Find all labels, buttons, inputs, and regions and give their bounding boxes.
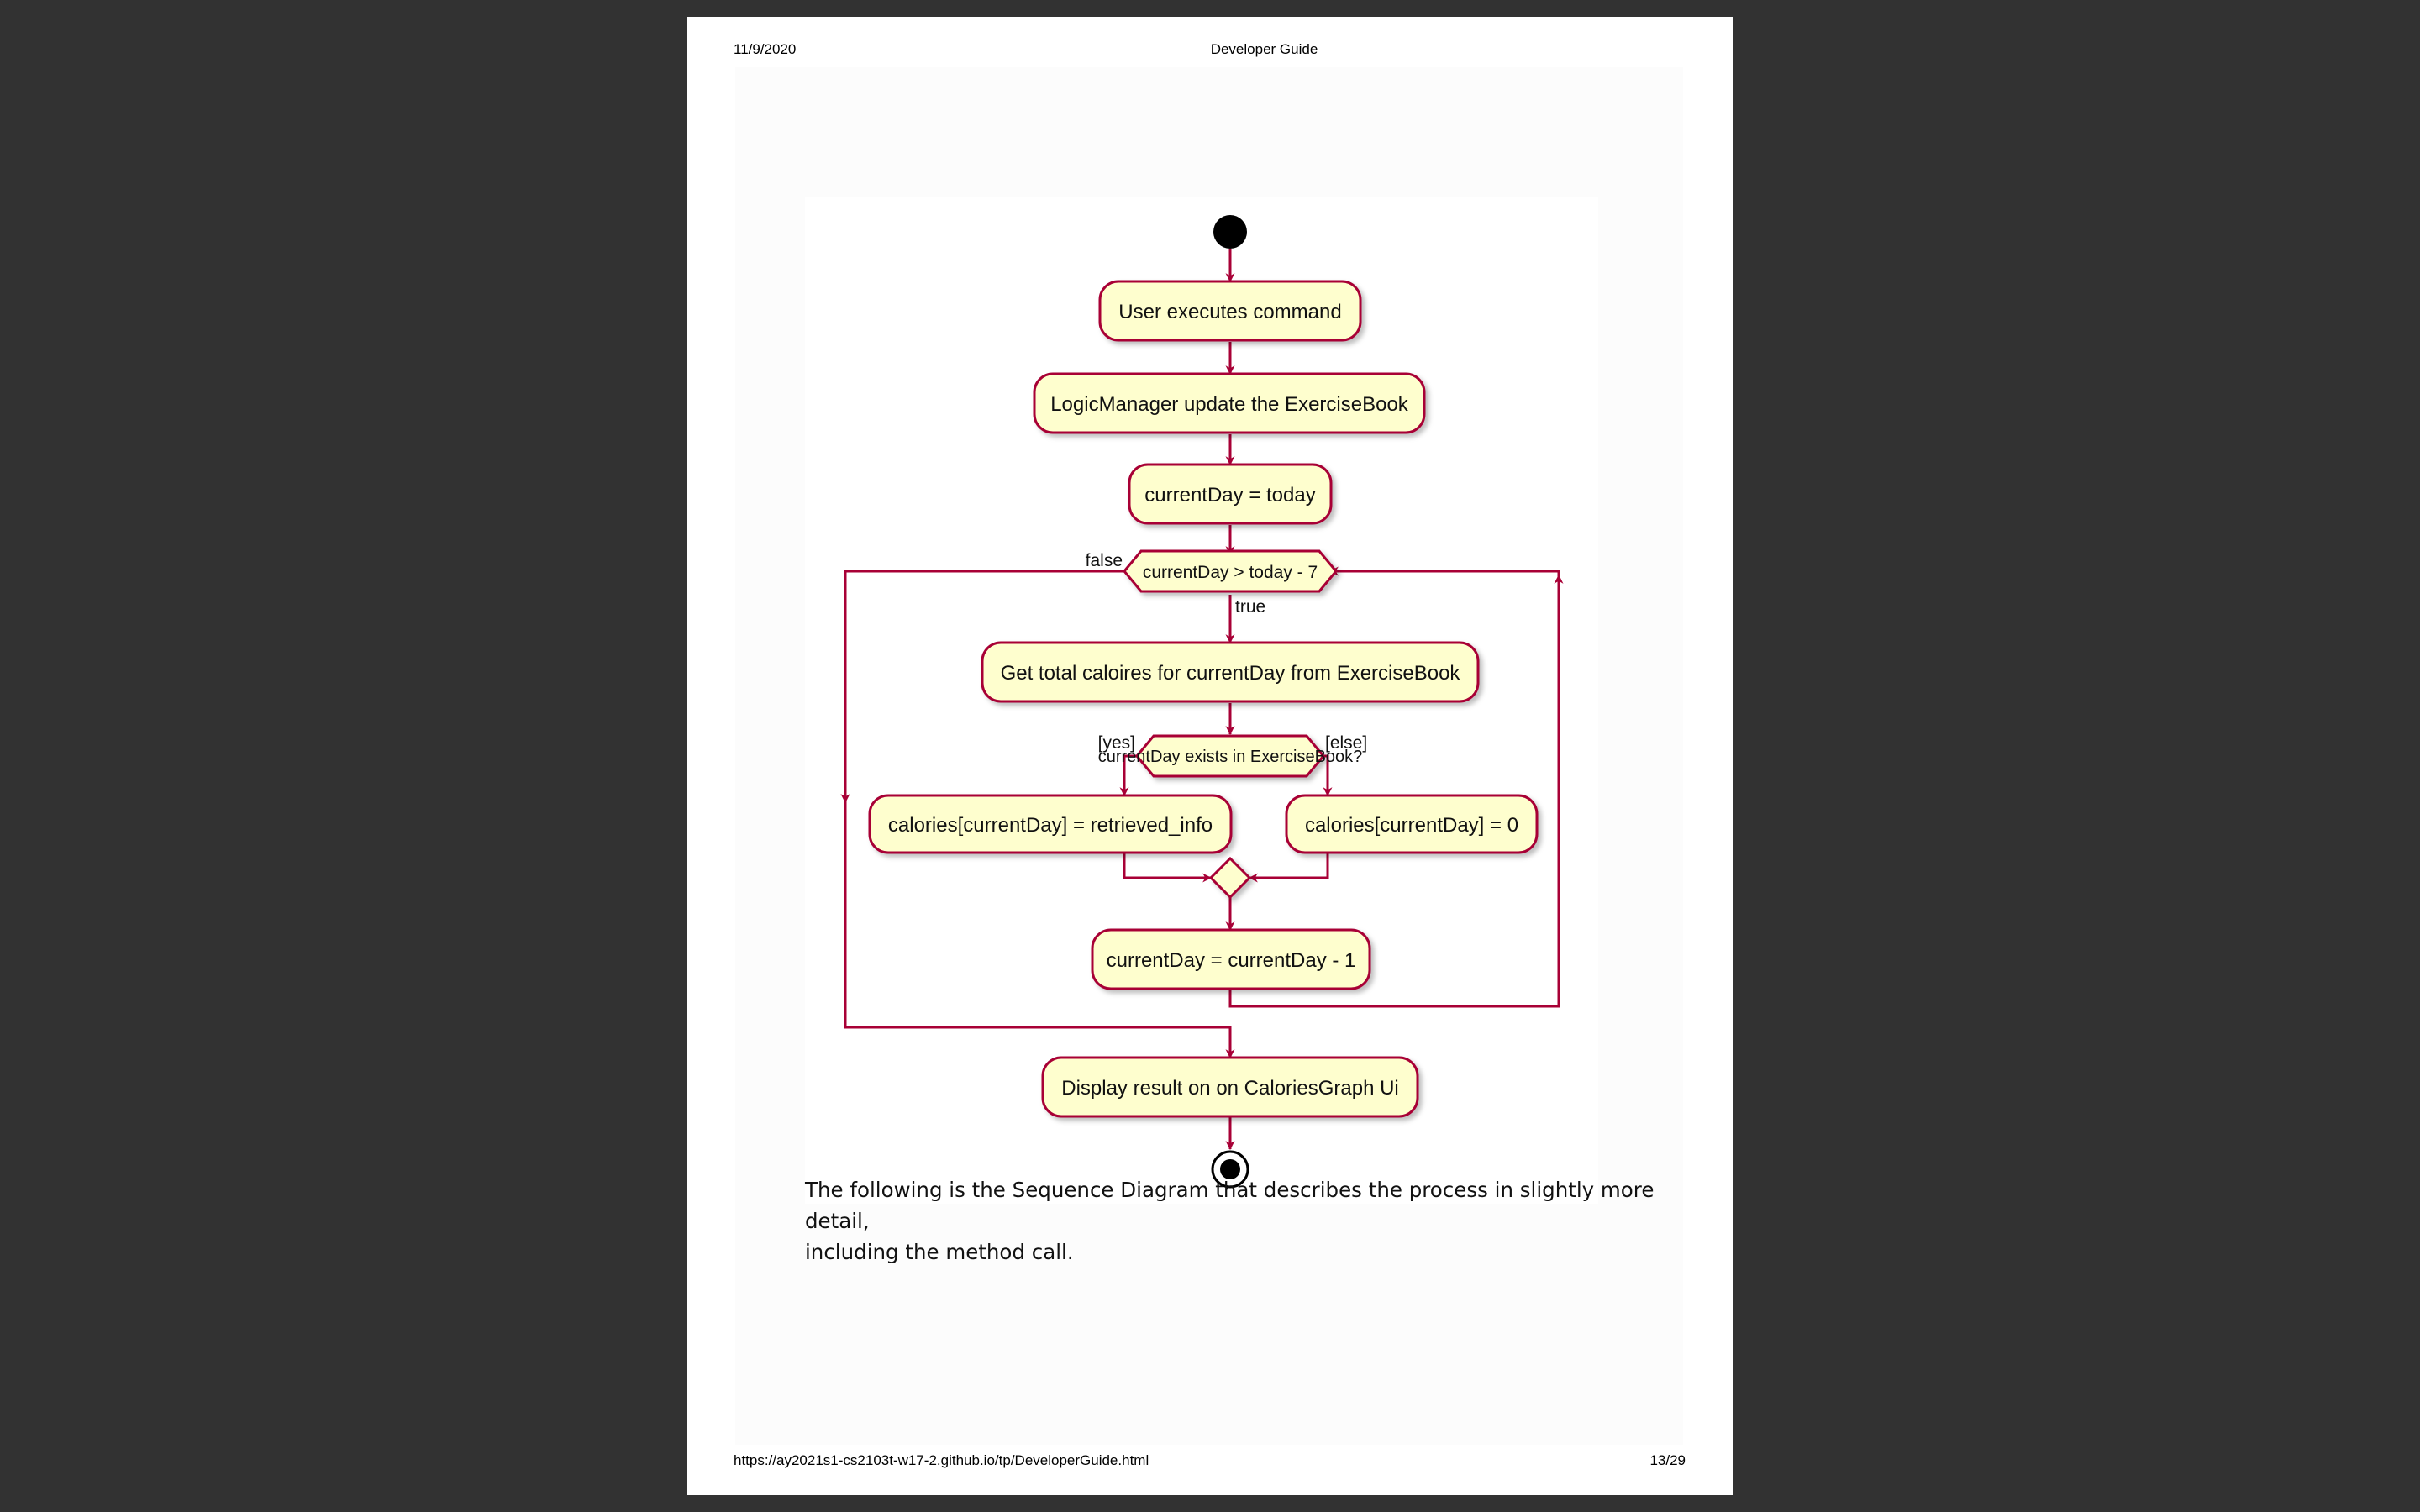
label-user-executes: User executes command <box>1118 301 1342 323</box>
merge-diamond <box>1211 858 1249 897</box>
label-cal-zero: calories[currentDay] = 0 <box>1304 814 1519 837</box>
label-logic-update: LogicManager update the ExerciseBook <box>1050 393 1408 416</box>
label-loop-condition: currentDay > today - 7 <box>1142 563 1318 582</box>
edge-loopback-return <box>1330 571 1559 575</box>
label-decrement: currentDay = currentDay - 1 <box>1106 949 1356 972</box>
start-node <box>1213 215 1247 249</box>
paragraph-line-2: including the method call. <box>805 1240 1074 1264</box>
activity-diagram <box>805 197 1598 1204</box>
label-yes: [yes] <box>1097 733 1135 753</box>
label-display-result: Display result on on CaloriesGraph Ui <box>1061 1077 1399 1100</box>
label-false: false <box>1085 551 1123 570</box>
activity-diagram-svg <box>805 197 1598 1204</box>
header-date: 11/9/2020 <box>734 41 797 57</box>
label-true: true <box>1235 597 1266 617</box>
document-page <box>687 17 1733 1495</box>
edge-else-merge <box>1249 853 1328 878</box>
label-else: [else] <box>1325 733 1368 753</box>
label-current-day-today: currentDay = today <box>1144 484 1316 507</box>
page-content <box>735 67 1683 1445</box>
body-paragraph <box>805 1174 1679 1268</box>
edge-yes-merge <box>1124 853 1211 878</box>
label-get-total: Get total caloires for currentDay from ExerciseBook <box>1000 662 1460 685</box>
label-cal-retrieved: calories[currentDay] = retrieved_info <box>887 814 1213 837</box>
footer-url: https://ay2021s1-cs2103t-w17-2.github.io/tp/DeveloperGuide.html <box>734 1452 1150 1468</box>
footer-page-number: 13/29 <box>1649 1452 1686 1468</box>
label-exists-condition: currentDay exists in ExerciseBook? <box>1097 748 1363 766</box>
paragraph-line-1: The following is the Sequence Diagram that describes the process in slightly more detail, <box>805 1178 1655 1233</box>
header-title: Developer Guide <box>1210 41 1318 57</box>
